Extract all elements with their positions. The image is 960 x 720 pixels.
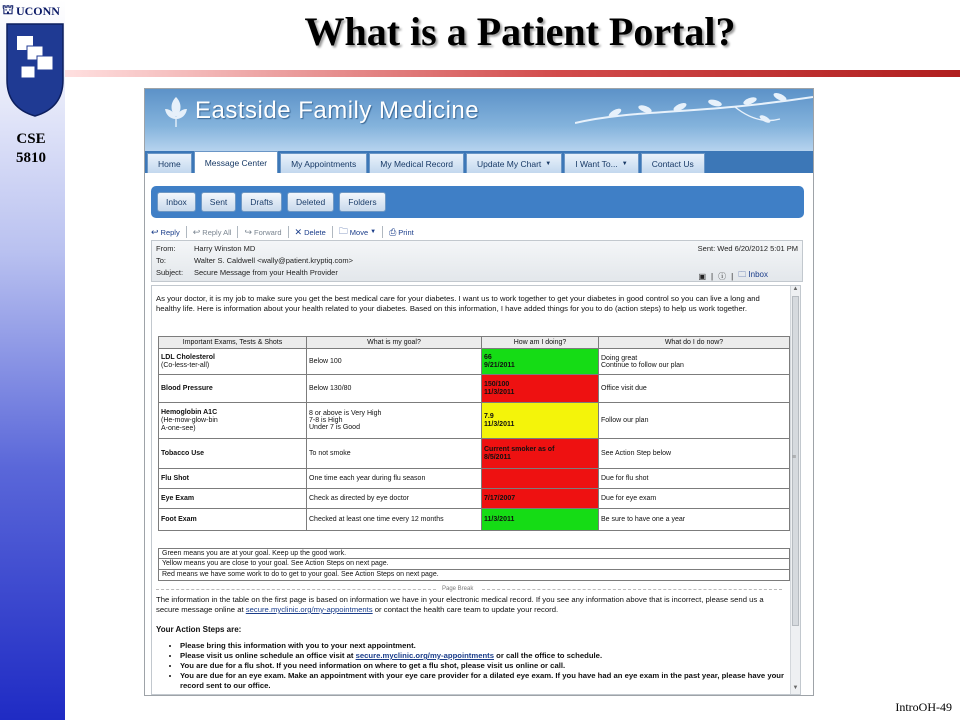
tab-label: I Want To... [575,158,618,169]
course-prefix: CSE [16,131,46,147]
folder-move-icon: 🗀 [338,226,348,236]
slide-title: What is a Patient Portal? [304,9,736,54]
list-item: • You are due for a flu shot. If you need information on where to get a flu shot, please visit us online or call. [180,661,784,671]
reply-label: Reply [160,227,180,237]
subject-value: Secure Message from your Health Provider [194,268,338,277]
inbox-folder-link[interactable] [738,269,768,283]
tab-message-center[interactable] [194,151,278,173]
divider: | [731,271,734,281]
toolbar-divider [382,226,383,238]
action-cell: Due for flu shot [599,469,790,489]
color-legend [158,548,790,581]
print-button[interactable] [389,227,414,238]
chevron-down-icon: ▼ [621,160,628,167]
exam-cell [159,439,307,469]
table-row [159,509,790,531]
reply-button[interactable] [151,227,180,238]
info-text: The information in the table on the first page is based on information we have in your electronic medical record. If you see any information above that is incorrect, please send us a secure message online at [156,595,764,614]
action-cell: Follow our plan [599,403,790,439]
col-header: Important Exams, Tests & Shots [159,337,307,349]
table-row [159,489,790,509]
course-number: 5810 [16,150,46,166]
legend-yellow: Yellow means you are close to your goal. See Action Steps on next page. [158,559,790,570]
action-steps-heading: Your Action Steps are: [156,625,242,634]
tab-i-want-to[interactable] [564,153,638,173]
exam-cell [159,509,307,531]
message-toolbar [151,224,803,240]
slide-footer: IntroOH-49 [895,700,952,714]
list-item [180,651,784,661]
scroll-down-icon[interactable]: ▼ [792,685,799,691]
col-header: How am I doing? [482,337,599,349]
course-code [6,130,56,168]
from-row [156,244,255,253]
branch-decoration-icon [575,89,813,151]
table-row [159,349,790,375]
table-row [159,403,790,439]
scroll-up-icon[interactable]: ▲ [792,286,799,292]
cse-department-logo [3,22,67,118]
action-cell: See Action Step below [599,439,790,469]
forward-icon: ↪ [244,226,253,237]
tab-label: Update My Chart [477,158,542,169]
legend-red: Red means we have some work to do to get to your goal. See Action Steps on next page. [158,570,790,581]
exam-name: Flu Shot [161,474,189,482]
exam-name: LDL Cholesterol [161,353,215,361]
uconn-logo [2,2,64,20]
main-nav [145,151,813,173]
goal-cell: Below 130/80 [307,375,482,403]
uconn-wordmark: UCONN [15,3,60,18]
step-text: Please visit us online schedule an office visit at [180,651,356,660]
chevron-down-icon: ▼ [545,160,552,167]
status-cell [482,469,599,489]
reply-icon: ↩ [151,226,159,237]
record-info-paragraph [156,595,784,615]
exam-cell [159,489,307,509]
intro-paragraph: As your doctor, it is my job to make sure you get the best medical care for your diabetes. I want us to work together to get your diabetes in good control so you can live a long and healthy life. Here is information about your health related to your diabetes. Based on this information, I have added things for you to do (action steps) to help us work together. [156,294,760,313]
action-cell: Be sure to have one a year [599,509,790,531]
exam-name: Tobacco Use [161,449,205,457]
schedule-link[interactable]: secure.myclinic.org/my-appointments [355,651,495,660]
from-value: Harry Winston MD [194,244,256,253]
toolbar-divider [332,226,333,238]
tab-label: My Medical Record [380,158,454,169]
sent-row [698,244,798,253]
divider: | [711,271,714,281]
forward-button[interactable] [244,227,281,238]
list-item: • Please bring this information with you to your next appointment. [180,641,784,651]
step-text: or call the office to schedule. [494,651,603,660]
subject-label: Subject: [156,268,184,277]
exam-cell [159,349,307,375]
action-cell: Due for eye exam [599,489,790,509]
goal-cell: One time each year during flu season [307,469,482,489]
tab-label: Message Center [204,157,268,168]
goal-cell: 8 or above is Very High 7-8 is High Under 7 is Good [307,403,482,439]
exam-pronunciation: (Co-less-ter-all) [161,361,210,369]
status-cell: Current smoker as of 8/5/2011 [482,439,599,469]
title-rule [65,70,960,77]
folders-button[interactable]: Folders [339,192,385,212]
page-break-label: Page Break [442,586,474,592]
portal-banner [145,89,813,151]
reply-all-button[interactable] [193,227,232,238]
status-cell: 7/17/2007 [482,489,599,509]
info-text: or contact the health care team to update your record. [372,605,559,614]
appointments-link[interactable]: secure.myclinic.org/my-appointments [245,605,373,614]
exam-name: Eye Exam [161,494,195,502]
table-row [159,469,790,489]
exam-name: Foot Exam [161,515,197,523]
table-row [159,439,790,469]
table-header-row [159,337,790,349]
goal-cell: Below 100 [307,349,482,375]
to-label: To: [156,256,167,265]
status-cell: 150/100 11/3/2011 [482,375,599,403]
status-cell: 11/3/2011 [482,509,599,531]
action-cell: Doing great Continue to follow our plan [599,349,790,375]
folder-icon: 🗀 [738,270,747,279]
grip-icon: ≡ [792,454,797,461]
exam-name: Hemoglobin A1C [161,408,218,416]
list-item: • You are due for an eye exam. Make an appointment with your eye care provider for a dilated eye exam. If you have had an eye exam in the past year, please have your record sent to our office. [180,671,784,691]
reply-all-label: Reply All [202,227,232,237]
toolbar-divider [237,226,238,238]
sent-label: Sent: [697,244,716,253]
inbox-folder-label: Inbox [748,270,768,279]
delete-x-icon: ✕ [294,226,303,237]
goal-cell: Checked at least one time every 12 months [307,509,482,531]
to-value: Walter S. Caldwell <wally@patient.kryptiq.com> [194,256,354,265]
printer-icon: ⎙ [389,226,397,237]
info-icon[interactable]: ⓘ [718,271,727,281]
tab-label: Contact Us [651,158,694,169]
sent-button[interactable]: Sent [201,192,237,212]
page-break-line [156,589,436,590]
action-steps-list [172,641,784,691]
page-break-line [482,589,782,590]
delete-button[interactable] [295,227,326,238]
action-cell: Office visit due [599,375,790,403]
tab-home[interactable] [147,153,192,173]
message-folder-bar [151,186,804,218]
message-actions [698,269,768,283]
col-header: What do I do now? [599,337,790,349]
inbox-button[interactable]: Inbox [157,192,196,212]
leaf-logo-icon [161,95,191,129]
toolbar-divider [288,226,289,238]
exam-cell [159,403,307,439]
save-icon[interactable]: ▣ [698,271,707,281]
scroll-thumb[interactable] [792,296,799,626]
sent-value: Wed 6/20/2012 5:01 PM [717,244,798,253]
tab-contact-us[interactable] [641,153,705,173]
message-body[interactable] [151,285,801,695]
tab-my-medical-record[interactable] [369,153,464,173]
message-header [151,240,803,282]
forward-label: Forward [254,227,282,237]
table-row [159,375,790,403]
from-label: From: [156,244,176,253]
toolbar-divider [186,226,187,238]
message-scrollbar[interactable] [790,286,800,694]
reply-all-icon: ↩ [192,226,201,237]
exam-cell [159,469,307,489]
portal-brand[interactable]: Eastside Family Medicine [195,97,480,124]
tab-my-appointments[interactable] [280,153,367,173]
care-summary-table [158,336,790,531]
tab-label: My Appointments [291,158,357,169]
tab-label: Home [158,158,181,169]
tab-update-my-chart[interactable] [466,153,562,173]
legend-green: Green means you are at your goal. Keep up the good work. [158,548,790,559]
deleted-button[interactable]: Deleted [287,192,334,212]
to-row [156,256,353,265]
move-label: Move [349,227,369,237]
goal-cell: To not smoke [307,439,482,469]
uconn-seal-icon: ⛫ [2,2,14,17]
exam-cell [159,375,307,403]
col-header: What is my goal? [307,337,482,349]
status-cell: 7.9 11/3/2011 [482,403,599,439]
exam-pronunciation: (He-mow-glow-bin A-one-see) [161,416,218,432]
print-label: Print [398,227,414,237]
delete-label: Delete [304,227,326,237]
exam-name: Blood Pressure [161,384,213,392]
move-button[interactable] [339,224,376,240]
portal-screenshot [144,88,814,696]
drafts-button[interactable]: Drafts [241,192,282,212]
goal-cell: Check as directed by eye doctor [307,489,482,509]
chevron-down-icon: ▼ [370,229,377,235]
status-cell: 66 9/21/2011 [482,349,599,375]
subject-row [156,268,338,277]
